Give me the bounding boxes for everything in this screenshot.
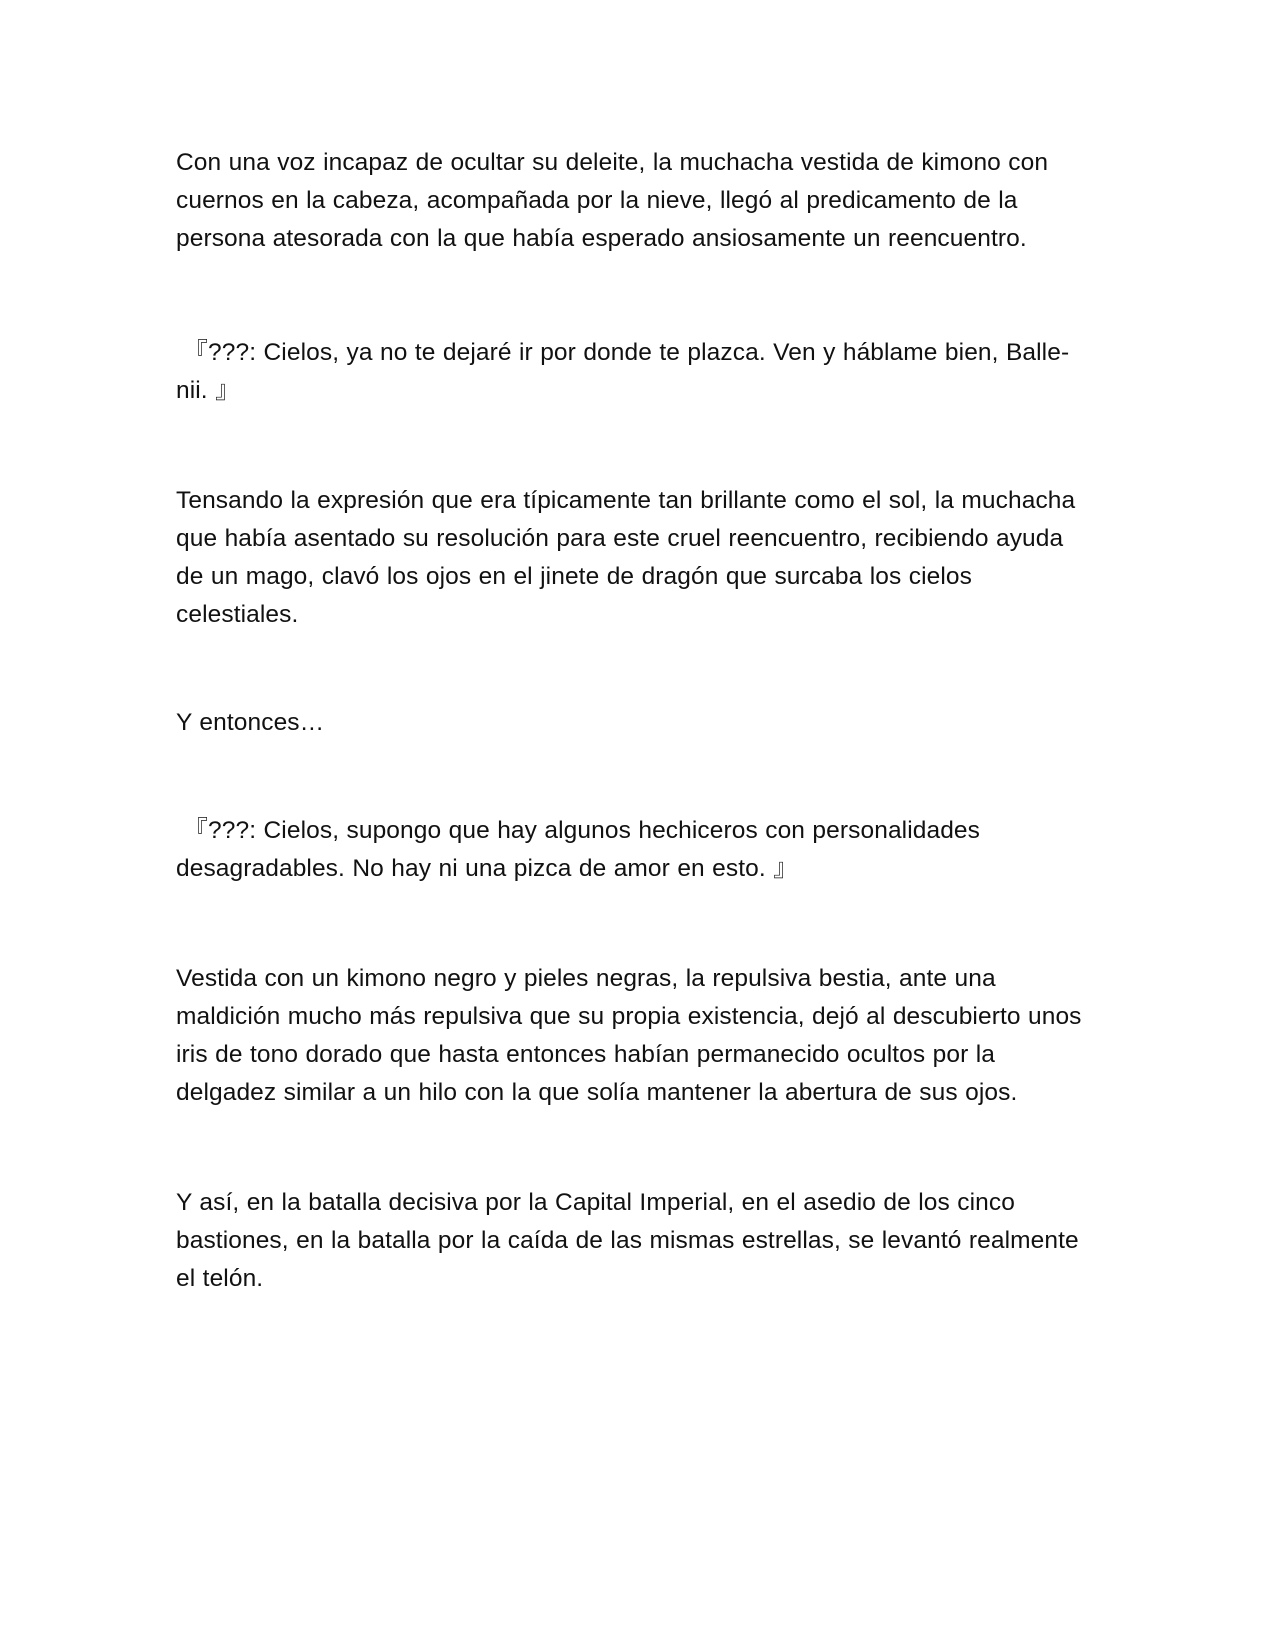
paragraph-narration-4: Vestida con un kimono negro y pieles negras, la repulsiva bestia, ante una maldición mucho más repulsiva que su propia existencia, dejó al descubierto unos iris de tono dorado que hasta entonces habían permanecido ocultos por la delgadez similar a un hilo con la que solía mantener la abertura de sus ojos.: [176, 965, 1089, 1106]
paragraph-spacer: [176, 410, 1096, 482]
paragraph-spacer: [176, 634, 1096, 704]
document-body: [176, 144, 1096, 1298]
paragraph-dialogue-1: 『???: Cielos, ya no te dejaré ir por donde te plazca. Ven y háblame bien, Balle-nii. 』: [176, 339, 1070, 404]
paragraph-narration-5: Y así, en la batalla decisiva por la Capital Imperial, en el asedio de los cinco bastiones, en la batalla por la caída de las mismas estrellas, se levantó realmente el telón.: [176, 1189, 1087, 1292]
paragraph-narration-1: Con una voz incapaz de ocultar su deleite, la muchacha vestida de kimono con cuernos en la cabeza, acompañada por la nieve, llegó al predicamento de la persona atesorada con la que había esperado ansiosamente un reencuentro.: [176, 149, 1056, 252]
paragraph-narration-3: Y entonces…: [176, 709, 325, 736]
paragraph-spacer: [176, 1112, 1096, 1184]
paragraph-dialogue-2: 『???: Cielos, supongo que hay algunos hechiceros con personalidades desagradables. No hay ni una pizca de amor en esto. 』: [176, 817, 988, 882]
paragraph-narration-2: Tensando la expresión que era típicamente tan brillante como el sol, la muchacha que había asentado su resolución para este cruel reencuentro, recibiendo ayuda de un mago, clavó los ojos en el jinete de dragón que surcaba los cielos celestiales.: [176, 487, 1083, 628]
paragraph-spacer: [176, 742, 1096, 812]
paragraph-spacer: [176, 258, 1096, 334]
paragraph-spacer: [176, 888, 1096, 960]
